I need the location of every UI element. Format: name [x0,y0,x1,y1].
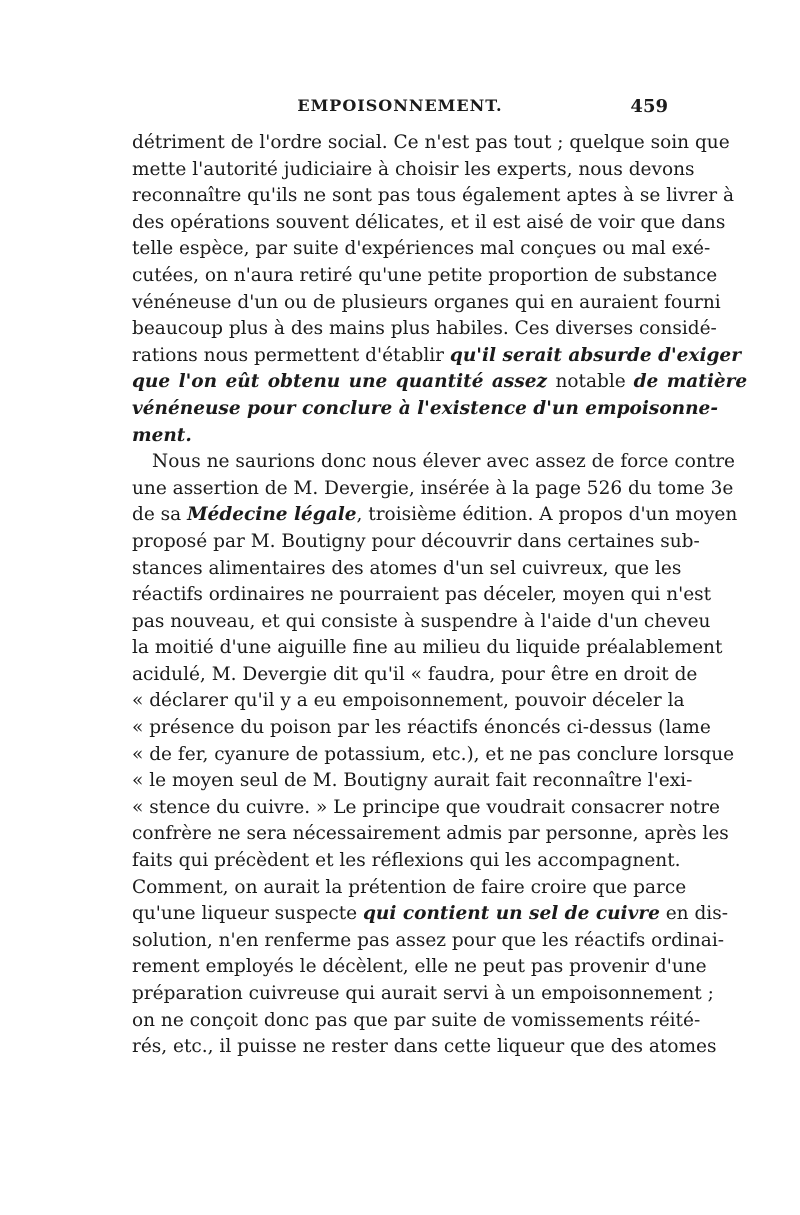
italic-span: qui contient un sel de cuivre [363,903,660,925]
text-line: la moitié d'une aiguille fine au milieu du liquide préalablement [132,637,723,659]
text-line: rés, etc., il puisse ne rester dans cette liqueur que des atomes [132,1036,717,1058]
text-line [132,343,741,370]
page-header [132,96,668,126]
text-line: Comment, on aurait la prétention de faire croire que parce [132,876,687,898]
text-line [132,502,738,529]
text-line: détriment de l'ordre social. Ce n'est pas tout ; quelque soin que [132,132,730,153]
italic-line: ment. [132,424,192,446]
text-line: Nous ne saurions donc nous élever avec assez de force contre [152,451,735,473]
page-number: 459 [630,96,668,117]
italic-span: que l'on eût obtenu une quantité assez [132,371,556,393]
text-line: réactifs ordinaires ne pourraient pas déceler, moyen qui n'est [132,584,712,606]
italic-span: Médecine légale [187,504,357,526]
italic-span: qu'il serait absurde d'exiger [449,344,741,366]
text-line: telle espèce, par suite d'expériences mal conçues ou mal exé- [132,238,711,260]
text-line: une assertion de M. Devergie, insérée à la page 526 du tome 3e [132,477,734,499]
text-line: mette l'autorité judiciaire à choisir les experts, nous devons [132,158,695,180]
text-line: acidulé, M. Devergie dit qu'il « faudra, pour être en droit de [132,663,698,685]
italic-span: de matière [633,371,748,393]
body-text [132,130,748,1061]
italic-line: vénéneuse pour conclure à l'existence d'un empoisonne- [132,397,719,419]
text-line: « de fer, cyanure de potassium, etc.), et ne pas conclure lorsque [132,743,735,765]
text-line: confrère ne sera nécessairement admis par personne, après les [132,823,729,845]
text-span: rations nous permettent d'établir [132,344,450,366]
text-line: cutées, on n'aura retiré qu'une petite proportion de substance [132,264,718,286]
text-line: proposé par M. Boutigny pour découvrir dans certaines sub- [132,530,700,552]
text-line: vénéneuse d'un ou de plusieurs organes qui en auraient fourni [132,291,721,313]
text-line: « déclarer qu'il y a eu empoisonnement, pouvoir déceler la [132,690,685,712]
text-line [132,369,748,396]
text-line: « présence du poison par les réactifs énoncés ci-dessus (lame [132,717,711,739]
text-span: qu'une liqueur suspecte [132,903,363,925]
text-line: on ne conçoit donc pas que par suite de vomissements réité- [132,1009,701,1031]
text-span: en dis- [659,903,728,925]
text-line: stances alimentaires des atomes d'un sel cuivreux, que les [132,557,682,579]
text-line: faits qui précèdent et les réflexions qui les accompagnent. [132,850,681,872]
text-line: préparation cuivreuse qui aurait servi à un empoisonnement ; [132,983,714,1004]
text-line: rement employés le décèlent, elle ne peut pas provenir d'une [132,956,707,978]
text-line: pas nouveau, et qui consiste à suspendre à l'aide d'un cheveu [132,610,711,632]
text-line: « stence du cuivre. » Le principe que voudrait consacrer notre [132,796,720,818]
text-span: notable [555,371,634,393]
text-line: reconnaître qu'ils ne sont pas tous également aptes à se livrer à [132,185,735,207]
text-line: solution, n'en renferme pas assez pour que les réactifs ordinai- [132,929,724,951]
text-line: « le moyen seul de M. Boutigny aurait fait reconnaître l'exi- [132,770,693,792]
text-span: , troisième édition. A propos d'un moyen [356,504,738,526]
text-line [132,901,728,928]
text-line: des opérations souvent délicates, et il est aisé de voir que dans [132,211,726,233]
running-title: EMPOISONNEMENT. [297,96,503,115]
text-line: beaucoup plus à des mains plus habiles. Ces diverses considé- [132,318,717,340]
paragraph-1 [132,130,748,449]
text-span: de sa [132,504,188,526]
paragraph-2 [132,449,738,1061]
